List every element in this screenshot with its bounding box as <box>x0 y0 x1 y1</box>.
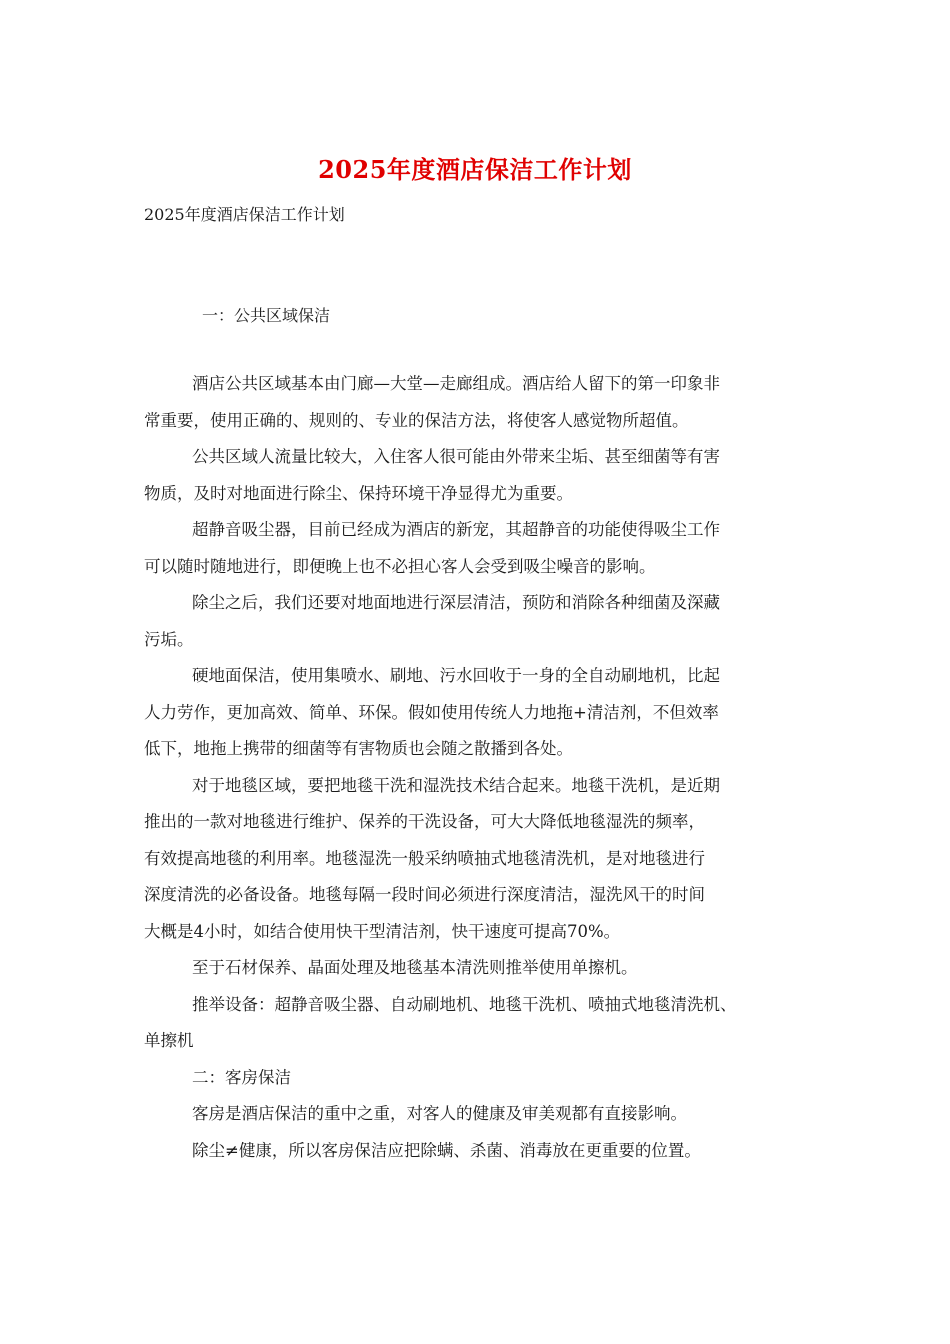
body-line: 推出的一款对地毯进行维护、保养的干洗设备，可大大降低地毯湿洗的频率， <box>144 812 705 831</box>
body-line: 超静音吸尘器，目前已经成为酒店的新宠，其超静音的功能使得吸尘工作 <box>192 520 720 539</box>
body-line: 二：客房保洁 <box>192 1067 291 1087</box>
body-line: 单擦机 <box>144 1031 194 1050</box>
body-line: 对于地毯区域，要把地毯干洗和湿洗技术结合起来。地毯干洗机，是近期 <box>192 775 720 795</box>
document-body <box>144 366 812 1169</box>
body-line: 有效提高地毯的利用率。地毯湿洗一般采纳喷抽式地毯清洗机，是对地毯进行 <box>144 848 705 868</box>
body-line: 公共区域人流量比较大，入住客人很可能由外带来尘垢、甚至细菌等有害 <box>192 447 720 466</box>
body-line: 酒店公共区域基本由门廊—大堂—走廊组成。酒店给人留下的第一印象非 <box>192 374 720 393</box>
document-subtitle: 2025年度酒店保洁工作计划 <box>144 205 345 224</box>
document-title: 2025年度酒店保洁工作计划 <box>318 155 632 184</box>
body-line: 除尘之后，我们还要对地面地进行深层清洁，预防和消除各种细菌及深藏 <box>192 593 720 612</box>
body-line: 大概是4小时，如结合使用快干型清洁剂，快干速度可提高70%。 <box>144 921 621 941</box>
body-line: 人力劳作，更加高效、简单、环保。假如使用传统人力地拖+清洁剂，不但效率 <box>144 702 719 722</box>
body-line: 低下，地拖上携带的细菌等有害物质也会随之散播到各处。 <box>144 739 573 758</box>
body-line: 深度清洗的必备设备。地毯每隔一段时间必须进行深度清洁，湿洗风干的时间 <box>144 885 705 904</box>
body-line: 除尘≠健康，所以客房保洁应把除螨、杀菌、消毒放在更重要的位置。 <box>192 1140 701 1160</box>
body-line: 推举设备：超静音吸尘器、自动刷地机、地毯干洗机、喷抽式地毯清洗机、 <box>192 994 737 1014</box>
body-line: 硬地面保洁，使用集喷水、刷地、污水回收于一身的全自动刷地机，比起 <box>192 666 720 685</box>
body-line: 污垢。 <box>144 629 194 649</box>
body-line: 客房是酒店保洁的重中之重，对客人的健康及审美观都有直接影响。 <box>192 1104 687 1123</box>
body-line: 可以随时随地进行，即便晚上也不必担心客人会受到吸尘噪音的影响。 <box>144 556 656 576</box>
body-line: 常重要，使用正确的、规则的、专业的保洁方法，将使客人感觉物所超值。 <box>144 410 689 430</box>
body-line: 至于石材保养、晶面处理及地毯基本清洗则推举使用单擦机。 <box>192 958 638 977</box>
body-line: 物质，及时对地面进行除尘、保持环境干净显得尤为重要。 <box>144 483 573 503</box>
section-heading-public-areas: 一：公共区域保洁 <box>202 306 331 325</box>
